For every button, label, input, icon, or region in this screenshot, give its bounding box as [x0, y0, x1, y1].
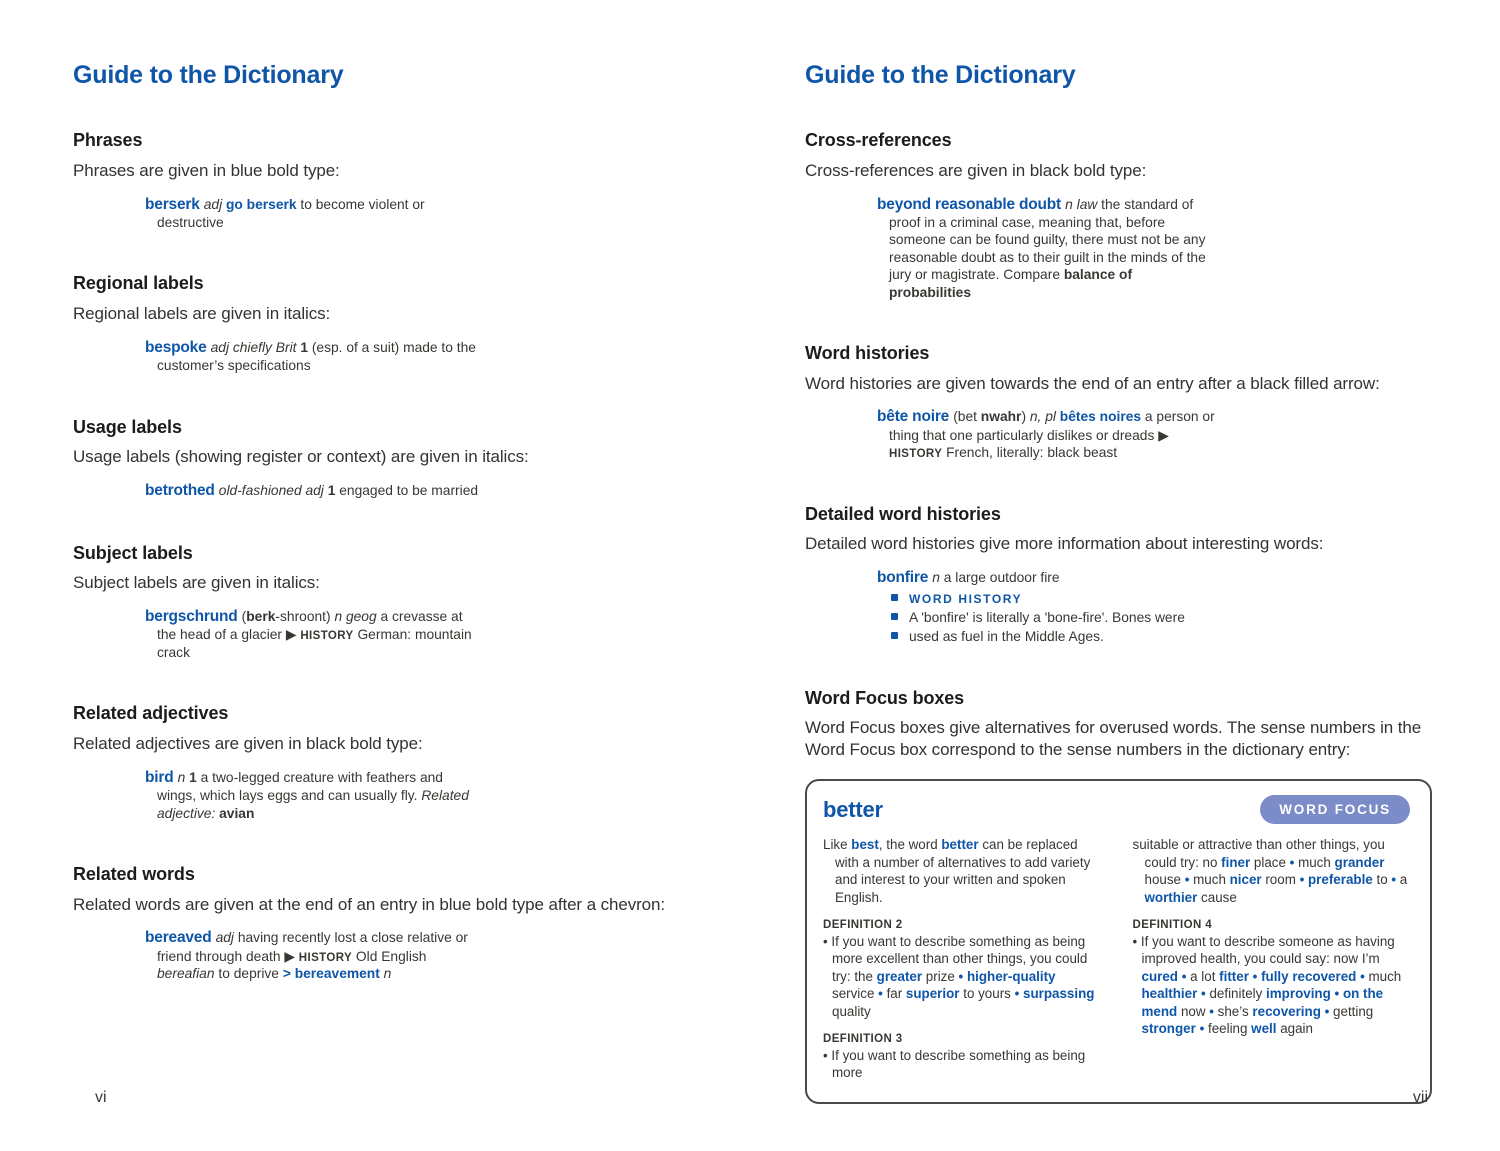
rich-paragraph [823, 836, 1101, 906]
text-segment: fitter [1219, 968, 1249, 984]
dictionary-entry [145, 928, 485, 982]
bullet-item [1133, 933, 1411, 1038]
text-segment: • [878, 986, 887, 1002]
text-segment: (esp. of a suit) made to the customer’s specifications [157, 339, 476, 374]
text-segment: berk [246, 608, 276, 624]
text-segment: fully recovered [1261, 968, 1357, 984]
text-segment: service [832, 986, 879, 1002]
rich-paragraph [145, 195, 485, 232]
page-right [750, 0, 1500, 1151]
text-segment: HISTORY [889, 448, 943, 461]
text-segment: nicer [1229, 872, 1262, 888]
text-segment: ( [241, 608, 247, 624]
word-focus-column-right [1133, 836, 1411, 1082]
text-segment: bird [145, 768, 178, 786]
text-segment: DEFINITION 4 [1132, 918, 1213, 931]
section-heading: Detailed word histories [805, 503, 1001, 524]
text-segment: bergschrund [145, 607, 242, 625]
text-segment: 1 [300, 339, 308, 355]
text-segment: grander [1334, 854, 1385, 870]
text-segment: (bet [953, 409, 981, 425]
text-segment: avian [219, 805, 255, 821]
rich-paragraph [145, 338, 485, 375]
section-intro: Word histories are given towards the end of an entry after a black filled arrow: [805, 373, 1380, 393]
text-segment: • [1209, 1003, 1218, 1019]
text-segment: DEFINITION 3 [823, 1033, 903, 1046]
text-segment: to deprive [214, 966, 283, 982]
text-segment: beyond reasonable doubt [877, 195, 1066, 213]
text-segment: improving [1266, 986, 1331, 1002]
rich-paragraph [877, 195, 1217, 301]
text-segment: a crevasse at the head of a glacier [157, 608, 463, 643]
page-number: vii [1412, 1089, 1428, 1106]
word-focus-columns [823, 836, 1410, 1082]
text-segment: • [1334, 986, 1343, 1002]
section-usage-labels [73, 417, 721, 501]
section-intro: Usage labels (showing register or context) are given in italics: [73, 447, 529, 467]
bullet-item [823, 1047, 1101, 1082]
text-segment: ▶ [284, 948, 299, 964]
text-segment: Like [823, 837, 852, 853]
text-segment: • [1324, 1003, 1334, 1019]
section-regional-labels [73, 273, 721, 374]
text-segment: • [1201, 986, 1210, 1002]
text-segment: place [1250, 854, 1290, 870]
text-segment: again [1276, 1021, 1313, 1037]
text-segment: A 'bonfire' is literally a 'bone-fire'. Bones were [909, 609, 1185, 625]
text-segment: 1 [327, 483, 336, 499]
text-segment: adj [215, 930, 238, 946]
section-heading: Word histories [805, 342, 930, 363]
dictionary-entry [145, 607, 485, 661]
rich-paragraph [145, 768, 485, 822]
text-segment: balance of probabilities [889, 267, 1133, 300]
text-segment: n law [1065, 196, 1098, 212]
text-segment: bereafian [157, 966, 215, 982]
text-segment: ) [1021, 409, 1030, 425]
text-segment: ▶ [285, 627, 301, 643]
rich-paragraph [877, 568, 1217, 588]
text-segment: old-fashioned adj [218, 483, 328, 499]
section-heading: Related adjectives [73, 703, 229, 724]
section-heading: Subject labels [73, 542, 193, 563]
rich-paragraph [145, 928, 485, 982]
definition-label [823, 915, 1101, 933]
word-focus-column-left [823, 836, 1101, 1082]
section-word-focus-boxes [805, 688, 1453, 1104]
text-segment: surpassing [1023, 986, 1095, 1002]
dictionary-entry [877, 407, 1217, 461]
definition-label [823, 1029, 1101, 1047]
text-segment: worthier [1144, 889, 1198, 905]
text-segment: berserk [145, 195, 204, 213]
text-segment: superior [905, 986, 960, 1002]
text-segment: to become violent or destructive [157, 196, 425, 231]
rich-paragraph [877, 407, 1217, 461]
text-segment: • [1391, 872, 1400, 888]
text-segment: better [941, 837, 979, 853]
text-segment: now [1177, 1003, 1210, 1019]
text-segment: best [851, 837, 879, 853]
text-segment: getting [1333, 1003, 1374, 1019]
text-segment: -shroont) [275, 608, 335, 624]
text-segment: higher-quality [966, 968, 1056, 984]
section-heading: Cross-references [805, 130, 952, 151]
text-segment: a person or thing that one particularly dislikes or dreads [889, 409, 1215, 443]
section-heading: Related words [73, 863, 195, 884]
section-intro: Word Focus boxes give alternatives for overused words. The sense numbers in the Word Focus box correspond to the sense numbers in the dictionary entry: [805, 718, 1422, 760]
section-heading: Usage labels [73, 416, 182, 437]
section-cross-references [805, 130, 1453, 301]
text-segment: If you want to describe something as being more excellent than other things, you could try: the [831, 933, 1088, 984]
text-segment: Old English [352, 948, 427, 964]
text-segment: n geog [334, 608, 377, 624]
text-segment: • [1299, 872, 1308, 888]
dictionary-entry [145, 195, 485, 232]
text-segment: room [1261, 872, 1300, 888]
dictionary-entry [877, 195, 1217, 301]
text-segment: > bereavement [282, 966, 384, 982]
word-focus-header [823, 795, 1410, 825]
text-segment: healthier [1141, 986, 1198, 1002]
text-segment: on the mend [1141, 986, 1384, 1019]
text-segment: WORD HISTORY [909, 591, 1023, 606]
text-segment: a [1399, 872, 1408, 888]
text-segment: a lot [1190, 968, 1220, 984]
text-segment: much [1298, 854, 1335, 870]
text-segment: • [1199, 1021, 1208, 1037]
text-segment: stronger [1141, 1021, 1196, 1037]
text-segment: go berserk [225, 196, 297, 212]
text-segment: can be replaced with a number of alternatives to add variety and interest to your written and spoken English. [835, 837, 1091, 905]
section-intro: Detailed word histories give more information about interesting words: [805, 534, 1324, 554]
text-segment: nwahr [980, 409, 1022, 425]
section-word-histories [805, 343, 1453, 462]
bullet-item [823, 933, 1101, 1020]
text-segment: to [1372, 872, 1392, 888]
section-intro: Phrases are given in blue bold type: [73, 160, 340, 180]
text-segment: • [1184, 872, 1194, 888]
page-title: Guide to the Dictionary [805, 61, 1076, 89]
text-segment: adj chiefly Brit [210, 339, 301, 355]
text-segment: suitable or attractive than other things, you could try: no [1132, 837, 1385, 870]
text-segment: German: mountain crack [157, 627, 472, 660]
text-segment: • [1360, 968, 1369, 984]
text-segment: betrothed [145, 482, 219, 500]
text-segment: much [1368, 968, 1402, 984]
text-segment: bêtes noires [1059, 409, 1142, 425]
section-intro: Subject labels are given in italics: [73, 573, 320, 593]
text-segment: n [932, 570, 944, 586]
text-segment: • [1289, 854, 1299, 870]
word-history-line [877, 590, 1217, 607]
text-segment: much [1193, 872, 1230, 888]
text-segment: recovering [1252, 1003, 1321, 1019]
text-segment: feeling [1207, 1021, 1252, 1037]
word-focus-badge: WORD FOCUS [1260, 795, 1410, 825]
text-segment: the standard of proof in a criminal case, meaning that, before someone can be found guilty, there must not be any reasonable doubt as to their guilt in the minds of the jury or magistrate. Compare [889, 196, 1206, 283]
section-intro: Related words are given at the end of an entry in blue bold type after a chevron: [73, 894, 665, 914]
text-segment: Related adjective: [157, 788, 469, 821]
text-segment: ▶ [1158, 427, 1169, 443]
text-segment: adj [203, 196, 226, 212]
text-segment: cured [1141, 968, 1178, 984]
text-segment: preferable [1308, 872, 1373, 888]
text-segment: cause [1197, 889, 1237, 905]
text-segment: having recently lost a close relative or friend through death [157, 930, 468, 964]
text-segment: HISTORY [298, 951, 353, 964]
definition-label [1133, 915, 1411, 933]
text-segment: HISTORY [300, 630, 354, 643]
rich-paragraph [1133, 836, 1411, 906]
section-phrases [73, 130, 721, 231]
word-history-line [877, 628, 1217, 645]
text-segment: finer [1221, 854, 1251, 870]
text-segment: greater [876, 968, 923, 984]
rich-paragraph [145, 481, 485, 501]
text-segment: n [383, 966, 392, 982]
dictionary-entry [877, 568, 1217, 646]
section-related-adjectives [73, 703, 721, 822]
text-segment: she’s [1217, 1003, 1253, 1019]
text-segment: DEFINITION 2 [823, 918, 903, 931]
text-segment: used as fuel in the Middle Ages. [909, 629, 1104, 645]
section-intro: Cross-references are given in black bold type: [805, 160, 1147, 180]
text-segment: • [1181, 968, 1191, 984]
text-segment: house [1144, 872, 1185, 888]
text-segment: bête noire [877, 408, 954, 426]
text-segment: quality [832, 1003, 871, 1019]
text-segment: well [1251, 1021, 1277, 1037]
section-heading: Word Focus boxes [805, 687, 965, 708]
text-segment: n [177, 769, 190, 785]
text-segment: a two-legged creature with feathers and wings, which lays eggs and can usually fly. [157, 769, 443, 804]
word-focus-headword: better [823, 796, 883, 822]
text-segment: • [1014, 986, 1023, 1002]
text-segment: bonfire [877, 569, 933, 587]
section-detailed-word-histories [805, 504, 1453, 646]
section-related-words [73, 864, 721, 983]
text-segment: If you want to describe something as being more [831, 1047, 1086, 1081]
section-intro: Related adjectives are given in black bold type: [73, 733, 423, 753]
text-segment: bespoke [145, 338, 211, 356]
section-intro: Regional labels are given in italics: [73, 304, 331, 324]
rich-paragraph [145, 607, 485, 661]
section-subject-labels [73, 543, 721, 662]
text-segment: engaged to be married [335, 483, 479, 499]
section-heading: Phrases [73, 130, 143, 151]
text-segment: 1 [189, 769, 197, 785]
dictionary-entry [145, 481, 485, 501]
section-heading: Regional labels [73, 273, 204, 294]
text-segment: to yours [959, 986, 1015, 1002]
text-segment: • [1252, 968, 1262, 984]
text-segment: far [886, 986, 906, 1002]
dictionary-entry [145, 768, 485, 822]
text-segment: definitely [1209, 986, 1267, 1002]
dictionary-entry [145, 338, 485, 375]
text-segment: French, literally: black beast [942, 445, 1118, 461]
text-segment: • [958, 968, 967, 984]
text-segment: a large outdoor fire [943, 570, 1060, 586]
text-segment: n, pl [1029, 409, 1060, 425]
text-segment: prize [922, 968, 959, 984]
text-segment: , the word [878, 837, 942, 853]
text-segment: If you want to describe someone as having improved health, you could say: now I’m [1140, 933, 1395, 967]
page-title: Guide to the Dictionary [73, 61, 344, 89]
text-segment: bereaved [145, 929, 216, 947]
word-history-line [877, 609, 1217, 626]
word-focus-box [805, 779, 1432, 1104]
page-number: vi [95, 1089, 107, 1106]
